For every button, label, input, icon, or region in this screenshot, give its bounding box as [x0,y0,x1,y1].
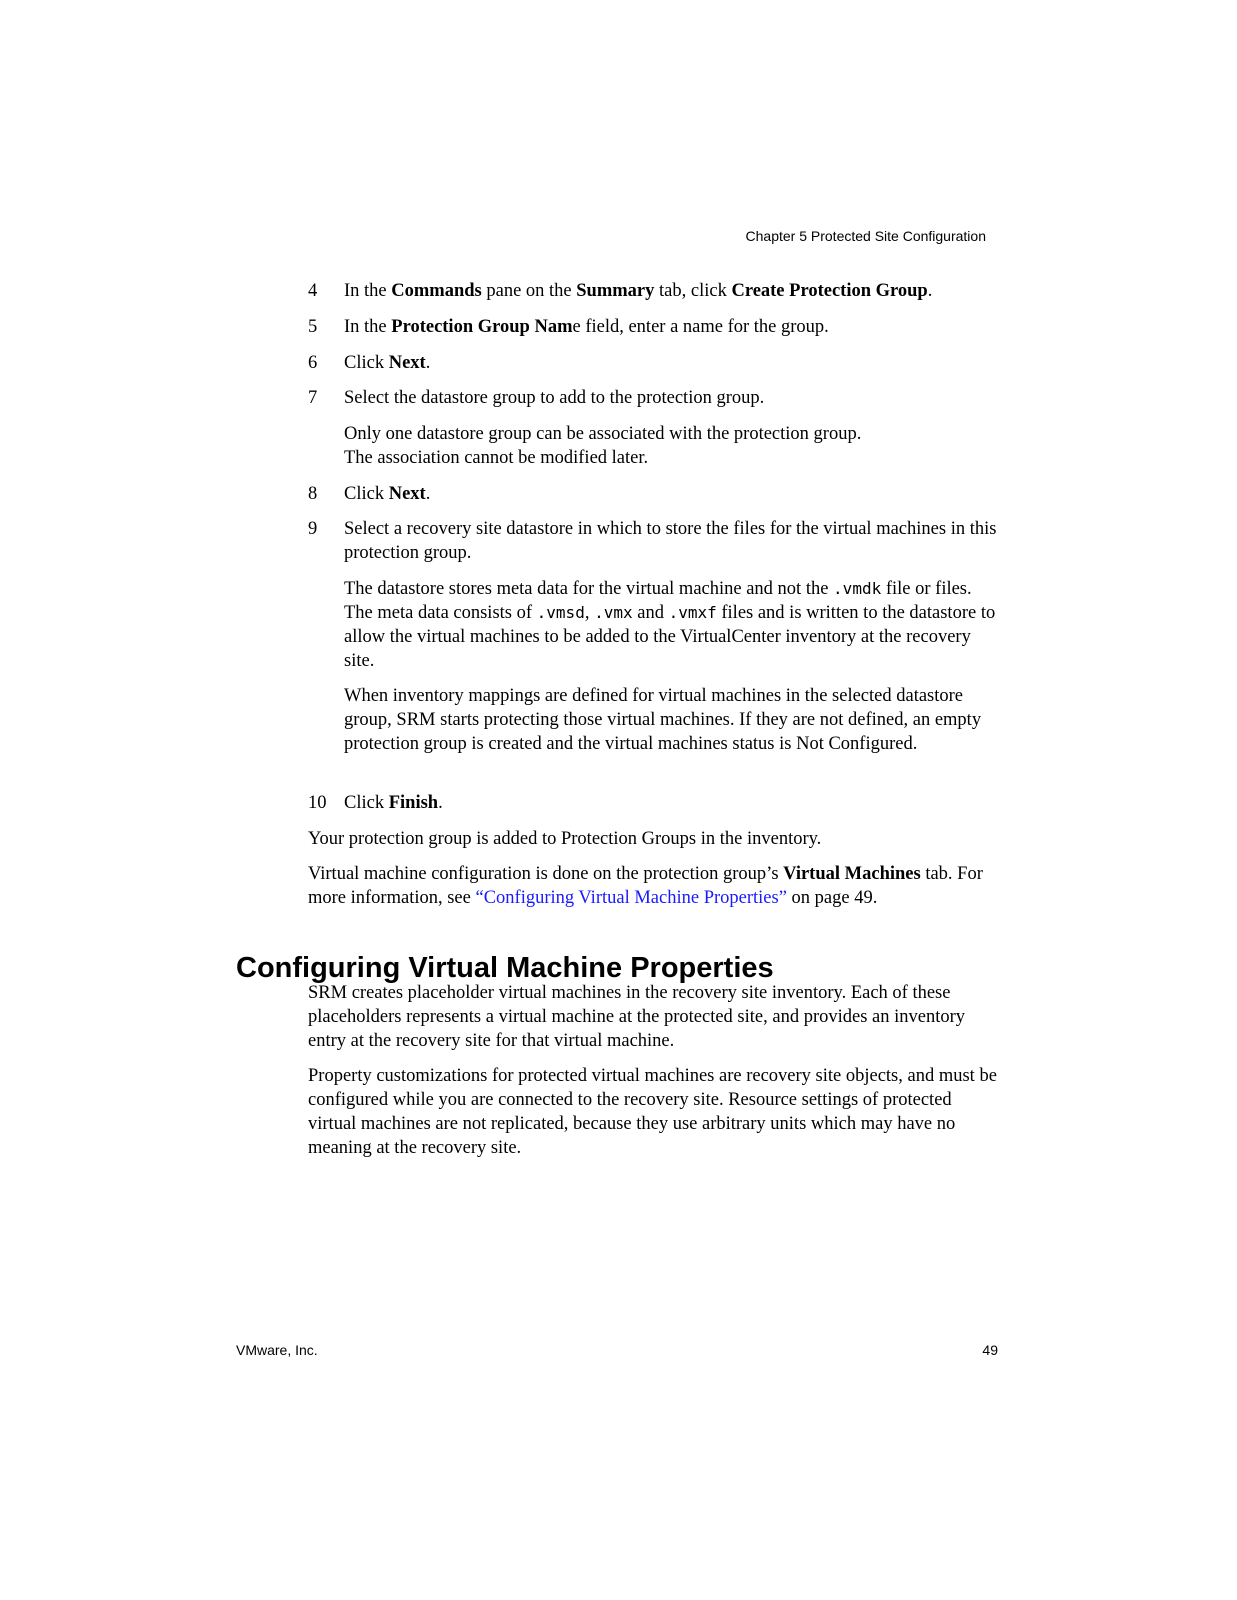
step-text: Click Next. [344,484,431,504]
vm-config-paragraph: Virtual machine configuration is done on the protection group’s Virtual Machines tab. For more information, see “Configuring Virtual Machine Properties” on page 49. [308,864,983,908]
step-text: In the Protection Group Name field, enter a name for the group. [344,317,829,337]
step-text: Click Next. [344,353,431,373]
section-paragraph-2: Property customizations for protected virtual machines are recovery site objects, and must be configured while you are connected to the recovery site. Resource settings of protected virtual machines are not replicated, because they use arbitrary units which may have no meaning at the recovery site. [308,1066,997,1158]
step-text: Select a recovery site datastore in which to store the files for the virtual machines in this protection group. [344,519,997,563]
step-number: 4 [308,281,318,301]
step-number: 5 [308,317,318,337]
step-7 [308,386,998,410]
footer-company: VMware, Inc. [236,1342,318,1358]
step-text: Select the datastore group to add to the protection group. [344,388,765,408]
section-paragraph-1: SRM creates placeholder virtual machines in the recovery site inventory. Each of these placeholders represents a virtual machine at the protected site, and provides an inventory entry at the recovery site for that virtual machine. [308,983,966,1051]
section-heading: Configuring Virtual Machine Properties [236,952,774,984]
step-10 [308,791,998,815]
step-number: 6 [308,353,318,373]
result-paragraph: Your protection group is added to Protection Groups in the inventory. [308,829,822,849]
step-number: 9 [308,519,318,539]
step-number: 7 [308,388,318,408]
step-9 [308,517,998,565]
step-4 [308,279,998,303]
step-6 [308,351,998,375]
step-8 [308,482,998,506]
step-text: Click Finish. [344,793,443,813]
running-header: Chapter 5 Protected Site Configuration [745,228,986,244]
step-number: 10 [308,793,327,813]
step-5 [308,315,998,339]
step-9-note-mappings: When inventory mappings are defined for virtual machines in the selected datastore group, SRM starts protecting those virtual machines. If they are not defined, an empty protection group is created and the virtual machines status is Not Configured. [344,686,982,754]
step-number: 8 [308,484,318,504]
step-7-note: Only one datastore group can be associated with the protection group. The association cannot be modified later. [344,424,862,468]
step-9-note-metadata: The datastore stores meta data for the virtual machine and not the .vmdk file or files. The meta data consists of .vmsd, .vmx and .vmxf files and is written to the datastore to allow the virtual machines to be added to the VirtualCenter inventory at the recovery site. [344,579,996,671]
cross-reference-link[interactable]: “Configuring Virtual Machine Properties” [475,888,787,908]
step-text: In the Commands pane on the Summary tab, click Create Protection Group. [344,281,933,301]
footer-page-number: 49 [982,1342,998,1358]
